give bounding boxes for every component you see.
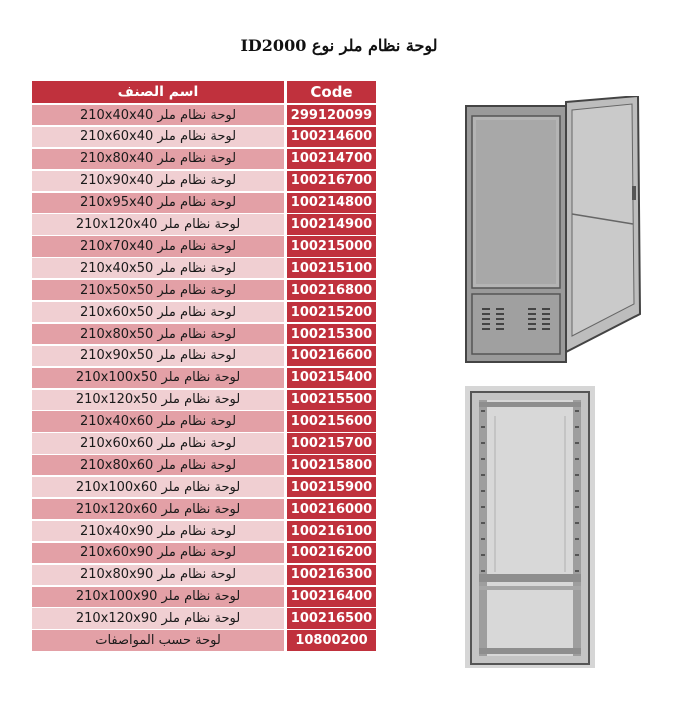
item-name: لوحة نظام ملر 210x120x50: [32, 390, 284, 410]
item-name: لوحة نظام ملر 210x60x40: [32, 127, 284, 147]
item-code: 100215800: [287, 455, 376, 475]
item-code: 100215700: [287, 433, 376, 453]
item-name: لوحة نظام ملر 210x80x60: [32, 455, 284, 475]
item-code: 100214800: [287, 193, 376, 213]
item-name: لوحة نظام ملر 210x120x90: [32, 608, 284, 628]
item-code: 100216600: [287, 346, 376, 366]
item-name: لوحة نظام ملر 210x60x50: [32, 302, 284, 322]
item-code: 100215400: [287, 368, 376, 388]
item-code: 100216500: [287, 608, 376, 628]
item-name: لوحة نظام ملر 210x40x90: [32, 521, 284, 541]
item-code: 100215900: [287, 477, 376, 497]
item-code: 100214900: [287, 214, 376, 234]
item-code: 100215500: [287, 390, 376, 410]
item-name: لوحة نظام ملر 210x100x60: [32, 477, 284, 497]
item-code: 100216400: [287, 587, 376, 607]
item-code: 10800200: [287, 630, 376, 650]
item-name: لوحة نظام ملر 210x90x50: [32, 346, 284, 366]
item-code: 100215300: [287, 324, 376, 344]
item-code: 100215600: [287, 411, 376, 431]
item-code: 100216200: [287, 543, 376, 563]
header-name: اسم الصنف: [32, 81, 284, 103]
item-code: 100216800: [287, 280, 376, 300]
item-name: لوحة نظام ملر 210x90x40: [32, 171, 284, 191]
item-code: 100216700: [287, 171, 376, 191]
cabinet-open-door-image: [462, 96, 642, 364]
item-code: 100214700: [287, 149, 376, 169]
item-name: لوحة نظام ملر 210x100x50: [32, 368, 284, 388]
item-code: 100216300: [287, 565, 376, 585]
header-code: Code: [287, 81, 376, 103]
item-name: لوحة نظام ملر 210x80x90: [32, 565, 284, 585]
item-name: لوحة نظام ملر 210x40x40: [32, 105, 284, 125]
item-code: 100215100: [287, 258, 376, 278]
item-code: 100216100: [287, 521, 376, 541]
item-name: لوحة نظام ملر 210x60x60: [32, 433, 284, 453]
item-code: 100216000: [287, 499, 376, 519]
item-name: لوحة نظام ملر 210x40x50: [32, 258, 284, 278]
item-name: لوحة نظام ملر 210x60x90: [32, 543, 284, 563]
item-name: لوحة نظام ملر 210x95x40: [32, 193, 284, 213]
item-name: لوحة نظام ملر 210x80x50: [32, 324, 284, 344]
item-code: 299120099: [287, 105, 376, 125]
item-code: 100215000: [287, 236, 376, 256]
item-name: لوحة نظام ملر 210x70x40: [32, 236, 284, 256]
item-name: لوحة نظام ملر 210x120x60: [32, 499, 284, 519]
page-title: لوحة نظام ملر نوع ID2000: [240, 36, 438, 55]
item-name: لوحة نظام ملر 210x100x90: [32, 587, 284, 607]
item-name: لوحة نظام ملر 210x40x60: [32, 411, 284, 431]
item-name: لوحة نظام ملر 210x80x40: [32, 149, 284, 169]
item-name: لوحة حسب المواصفات: [32, 630, 284, 650]
cabinet-frame-image: [465, 386, 595, 668]
item-name: لوحة نظام ملر 210x120x40: [32, 214, 284, 234]
item-name: لوحة نظام ملر 210x50x50: [32, 280, 284, 300]
item-code: 100214600: [287, 127, 376, 147]
item-code: 100215200: [287, 302, 376, 322]
